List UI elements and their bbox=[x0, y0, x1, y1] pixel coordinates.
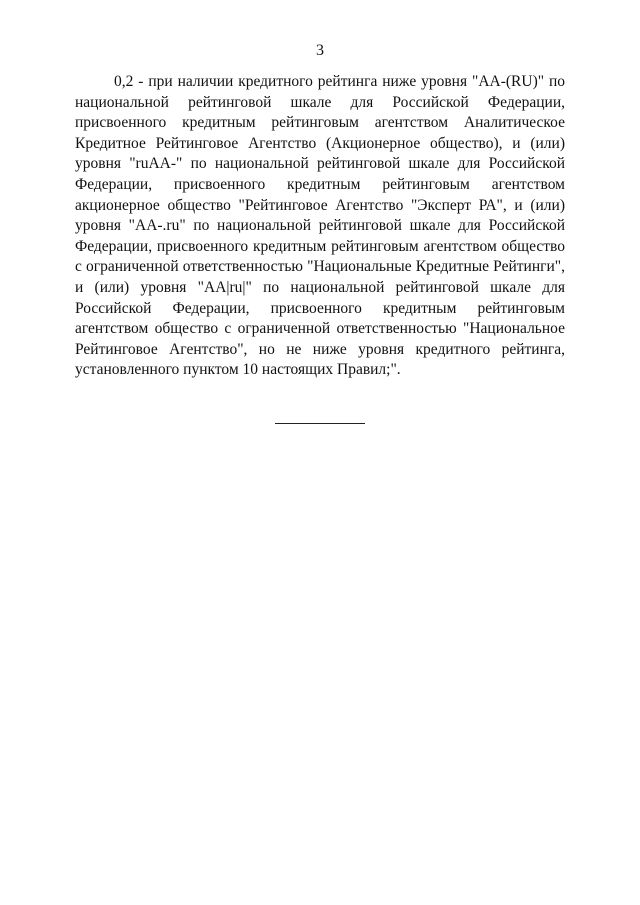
end-of-text-rule bbox=[275, 423, 365, 424]
page-number: 3 bbox=[316, 42, 324, 59]
body-paragraph: 0,2 - при наличии кредитного рейтинга ниже уровня "AA-(RU)" по национальной рейтинговой шкале для Российской Федерации, присвоенного кредитным рейтинговым агентством Аналитическое Кредитное Рейтинговое Агентство (Акционерное общество), и (или) уровня "ruAA-" по национальной рейтинговой шкале для Российской Федерации, присвоенного кредитным рейтинговым агентством акционерное общество "Рейтинговое Агентство "Эксперт РА", и (или) уровня "AA-.ru" по национальной рейтинговой шкале для Российской Федерации, присвоенного кредитным рейтинговым агентством общество с ограниченной ответственностью "Национальные Кредитные Рейтинги", и (или) уровня "AA|ru|" по национальной рейтинговой шкале для Российской Федерации, присвоенного кредитным рейтинговым агентством общество с ограниченной ответственностью "Национальное Рейтинговое Агентство", но не ниже уровня кредитного рейтинга, установленного пунктом 10 настоящих Правил;". bbox=[75, 73, 565, 379]
